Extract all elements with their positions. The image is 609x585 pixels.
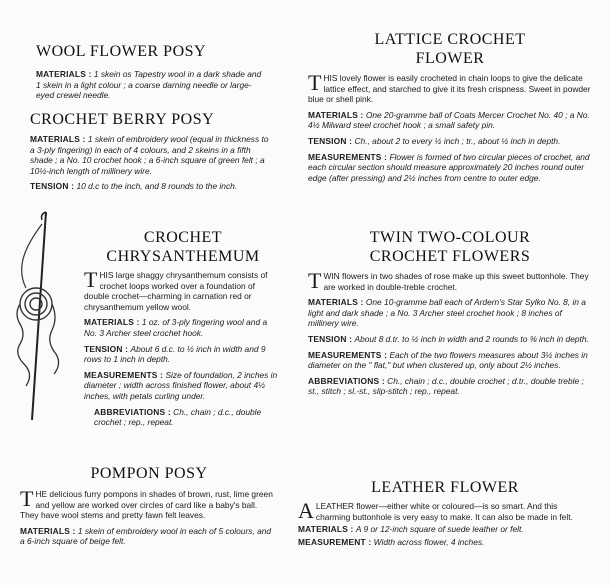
materials-label: MATERIALS : [308,109,364,120]
crochet-chrysanthemum-abbreviations [84,407,282,428]
drop-cap: T [308,70,322,95]
measurement-text: Width across flower, 4 inches. [373,536,485,547]
materials-text: 1 skein os Tapestry wool in a dark shade and 1 skein in a light colour ; a coarse darning needle or large-eyed crewel needle. [36,69,262,101]
materials-text: 1 oz. of 3-ply fingering wool and a No. 3 Archer steel crochet hook. [84,317,268,338]
tension-label: TENSION : [308,135,353,146]
crochet-chrysanthemum-measurements [84,370,282,402]
drop-cap: A [298,498,314,523]
twin-intro [308,268,592,293]
materials-text: 1 skein of embroidery wool in each of 5 colours, and a 6-inch square of beige felt. [20,525,272,547]
intro-text: HIS large shaggy chrysanthemum consists of crochet loops worked over a foundation of double crochet—charming in carnation red or chrysanthemum yellow wool. [84,270,268,312]
leather-materials [298,524,592,535]
tension-label: TENSION : [308,333,353,344]
lattice-tension [308,136,592,147]
crochet-berry-posy-section [30,110,270,197]
measurements-text: Flower is formed of two circular pieces of crochet, and each circular section should measure approximately 20 inches round outer edge (after pressing) and 2½ inches from centre to outer edge. [308,151,590,183]
intro-text: HIS lovely flower is easily crocheted in chain loops to give the delicate lattice effect, and starched to give it its fresh crispness. Sweet in powder blue or shell pink. [308,73,591,105]
crochet-hook-illustration [6,208,78,428]
lattice-measurements [308,152,592,184]
tension-text: About 6 d.c. to ½ inch in width and 9 rows to 1 inch in depth. [84,343,266,365]
intro-text: HE delicious furry pompons in shades of brown, rust, lime green and yellow are worked over circles of card like a baby's ball. They have wool stems and pretty fawn felt leaves. [20,489,273,521]
crochet-chrysanthemum-materials [84,317,282,338]
twin-two-colour-section [308,228,592,402]
twin-abbreviations [308,376,592,397]
tension-label: TENSION : [84,343,129,354]
leather-flower-section [298,478,592,552]
leather-measurement [298,537,592,548]
measurements-text: Each of the two flowers measures about 3½ inches in diameter on the " flat," but when clustered up, only about 2½ inches. [308,349,588,371]
crochet-berry-posy-tension [30,181,270,192]
materials-label: MATERIALS : [84,317,140,328]
crochet-chrysanthemum-section [84,228,282,433]
pompon-posy-intro [20,486,278,521]
tension-text: Ch., about 2 to every ½ inch ; tr., about ½ inch in depth. [354,135,561,146]
intro-text: LEATHER flower—either white or coloured—is so smart. And this charming buttonhole is very easy to make. It can also be made in felt. [315,501,573,522]
measurements-label: MEASUREMENTS : [84,369,164,380]
drop-cap: T [84,267,98,292]
materials-text: A 9 or 12-inch square of suede leather or felt. [355,524,524,535]
abbreviations-label: ABBREVIATIONS : [308,375,385,386]
measurements-label: MEASUREMENTS : [308,349,388,360]
pompon-posy-title: POMPON POSY [90,465,208,482]
crochet-chrysanthemum-title-line2: CHRYSANTHEMUM [106,248,260,265]
lattice-title-line2: FLOWER [415,50,485,67]
drop-cap: T [20,486,34,511]
twin-measurements [308,350,592,371]
twin-title-line2: CROCHET FLOWERS [369,248,531,265]
drop-cap: T [308,268,322,293]
materials-text: 1 skein of embroidery wool (equal in thickness to a 3-ply fingering) in each of 4 colours, and 2 skeins in a fifth shade ; a No. 10 crochet hook ; a 6-inch square of green felt ; a 10½-inch length of millinery wire. [30,134,269,176]
materials-text: One 20-gramme ball of Coats Mercer Crochet No. 40 ; a No. 4½ Milward steel crochet hook ; a small safety pin. [308,109,590,131]
materials-label: MATERIALS : [308,297,364,308]
twin-title-line1: TWIN TWO-COLOUR [369,229,531,246]
lattice-crochet-flower-section [308,30,592,188]
wool-flower-posy-title: WOOL FLOWER POSY [36,43,207,60]
materials-label: MATERIALS : [36,69,92,79]
twin-materials [308,297,592,329]
crochet-chrysanthemum-tension [84,344,282,365]
measurements-text: Size of foundation, 2 inches in diameter ; width across finished flower, about 4½ inches, with petals curling under. [84,369,278,401]
lattice-title-line1: LATTICE CROCHET [374,31,526,48]
abbreviations-label: ABBREVIATIONS : [94,406,171,417]
materials-text: One 10-gramme ball each of Ardern's Star Sylko No. 8, in a light and dark shade ; a No. 3 Archer steel crochet hook ; 8 inches of millinery wire. [308,297,586,329]
crochet-chrysanthemum-title-line1: CROCHET [143,229,223,246]
leather-flower-title: LEATHER FLOWER [371,479,519,496]
abbreviations-text: Ch., chain ; d.c., double crochet ; rep., repeat. [94,406,262,428]
tension-text: About 8 d.tr. to ½ inch in width and 2 rounds to ⅜ inch in depth. [354,333,589,344]
materials-label: MATERIALS : [30,134,86,144]
lattice-materials [308,110,592,131]
pompon-posy-materials [20,526,278,547]
crochet-berry-posy-materials [30,134,270,176]
twin-tension [308,334,592,345]
measurement-label: MEASUREMENT : [298,536,372,547]
abbreviations-text: Ch., chain ; d.c., double crochet ; d.tr., double treble ; st., stitch ; sl.-st., slip-stitch ; rep., repeat. [308,375,584,397]
pompon-posy-section [20,464,278,552]
materials-label: MATERIALS : [20,525,76,536]
wool-flower-posy-section [36,42,266,106]
measurements-label: MEASUREMENTS : [308,151,388,162]
tension-label: TENSION : [30,181,75,192]
crochet-chrysanthemum-intro [84,267,282,312]
lattice-intro [308,70,592,105]
leather-intro [298,498,592,523]
intro-text: WIN flowers in two shades of rose make up this sweet buttonhole. They are worked in double-treble crochet. [323,271,589,292]
crochet-berry-posy-title: CROCHET BERRY POSY [30,111,215,128]
materials-label: MATERIALS : [298,524,354,535]
wool-flower-posy-materials [36,69,266,101]
tension-text: 10 d.c to the inch, and 8 rounds to the inch. [76,181,238,192]
